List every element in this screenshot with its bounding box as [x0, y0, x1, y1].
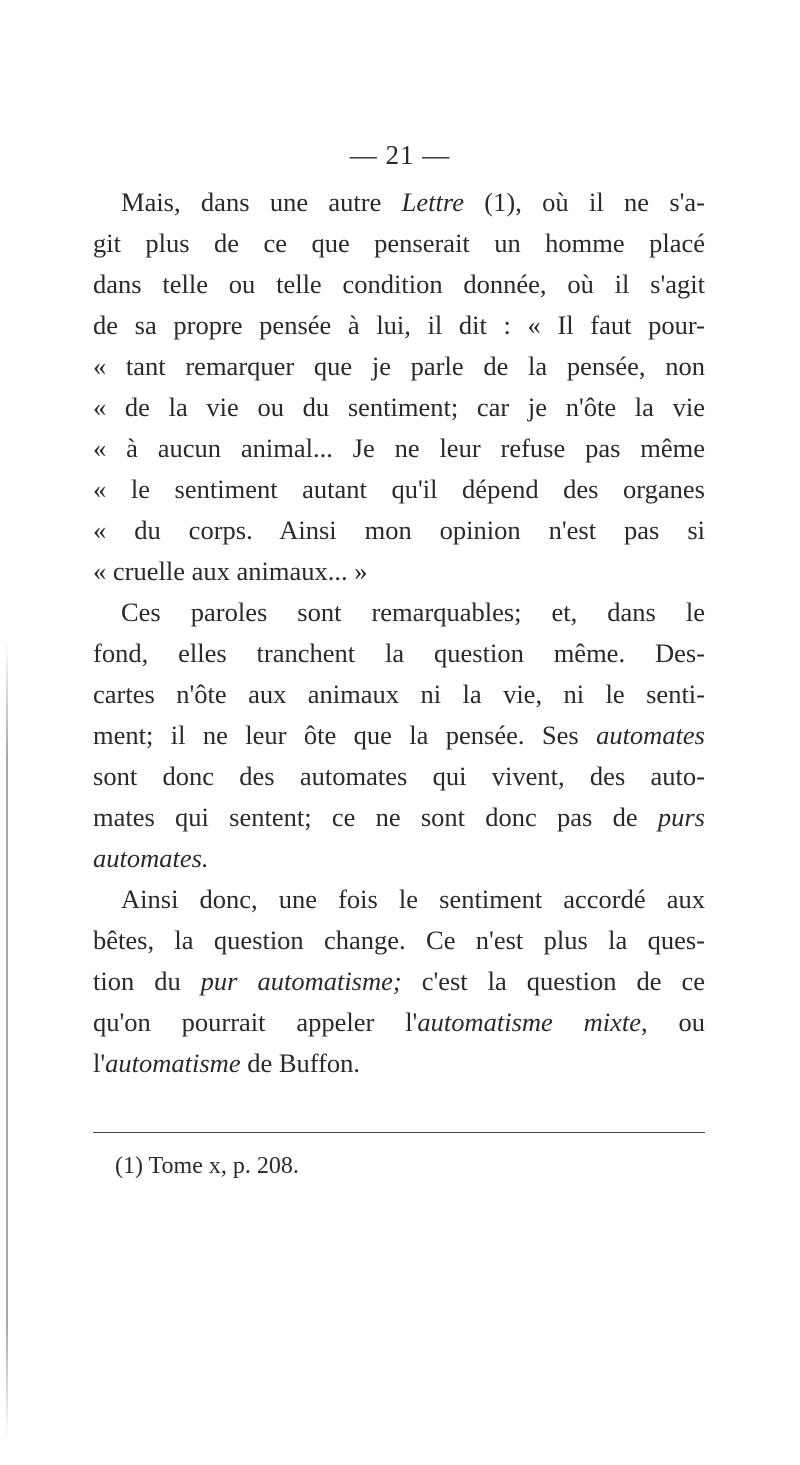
text-segment: tion du [93, 966, 201, 996]
italic-text-segment: pur automatisme; [200, 966, 402, 996]
text-line [93, 387, 705, 428]
text-segment: cartes n'ôte aux animaux ni la vie, ni le senti- [93, 679, 705, 709]
text-line [93, 346, 705, 387]
text-line [93, 756, 705, 797]
text-line [93, 264, 705, 305]
text-line [93, 879, 705, 920]
text-line [93, 797, 705, 838]
page-number: — 21 — [349, 140, 451, 170]
footnote-separator [93, 1132, 705, 1133]
text-segment: de sa propre pensée à lui, il dit : « Il faut pour- [93, 310, 705, 340]
italic-text-segment: Lettre [401, 187, 464, 217]
text-segment: (1), où il ne s'a- [464, 187, 705, 217]
text-line [93, 428, 705, 469]
text-line [93, 182, 705, 223]
text-line [93, 592, 705, 633]
text-line [93, 1002, 705, 1043]
body-text [93, 182, 705, 1084]
text-line [93, 633, 705, 674]
text-line [93, 674, 705, 715]
text-segment: bêtes, la question change. Ce n'est plus la ques- [93, 925, 705, 955]
italic-text-segment: automatisme [105, 1048, 241, 1078]
text-segment: « le sentiment autant qu'il dépend des organes [93, 474, 705, 504]
text-segment: Ainsi donc, une fois le sentiment accordé aux [121, 884, 705, 914]
italic-text-segment: automates [596, 720, 705, 750]
italic-text-segment: automatisme mixte [417, 1007, 642, 1037]
text-segment: « du corps. Ainsi mon opinion n'est pas si [93, 515, 705, 545]
page-edge-shadow [6, 640, 8, 1440]
italic-text-segment: automates. [93, 843, 209, 873]
text-segment: l' [93, 1048, 106, 1078]
text-line [93, 920, 705, 961]
italic-text-segment: purs [657, 802, 705, 832]
text-segment: Ces paroles sont remarquables; et, dans le [121, 597, 705, 627]
text-line [93, 510, 705, 551]
text-segment: qu'on pourrait appeler l' [93, 1007, 418, 1037]
text-line [93, 469, 705, 510]
text-segment: sont donc des automates qui vivent, des auto- [93, 761, 705, 791]
text-segment: « tant remarquer que je parle de la pensée, non [93, 351, 705, 381]
text-line [93, 305, 705, 346]
footnote: (1) Tome x, p. 208. [115, 1153, 299, 1179]
text-segment: « à aucun animal... Je ne leur refuse pas même [93, 433, 705, 463]
text-segment: , ou [641, 1007, 706, 1037]
text-segment: fond, elles tranchent la question même. Des- [93, 638, 705, 668]
text-segment: c'est la question de ce [401, 966, 705, 996]
text-line [93, 1043, 705, 1084]
text-segment: de Buffon. [240, 1048, 361, 1078]
text-segment: ment; il ne leur ôte que la pensée. Ses [93, 720, 597, 750]
text-segment: git plus de ce que penserait un homme placé [93, 228, 705, 258]
text-segment: « cruelle aux animaux... » [93, 556, 368, 586]
text-line [93, 551, 705, 592]
text-segment: Mais, dans une autre [121, 187, 402, 217]
text-segment: dans telle ou telle condition donnée, où il s'agit [93, 269, 705, 299]
text-line [93, 961, 705, 1002]
text-segment: « de la vie ou du sentiment; car je n'ôte la vie [93, 392, 705, 422]
text-line [93, 715, 705, 756]
text-line [93, 838, 705, 879]
text-segment: mates qui sentent; ce ne sont donc pas de [93, 802, 658, 832]
text-line [93, 223, 705, 264]
